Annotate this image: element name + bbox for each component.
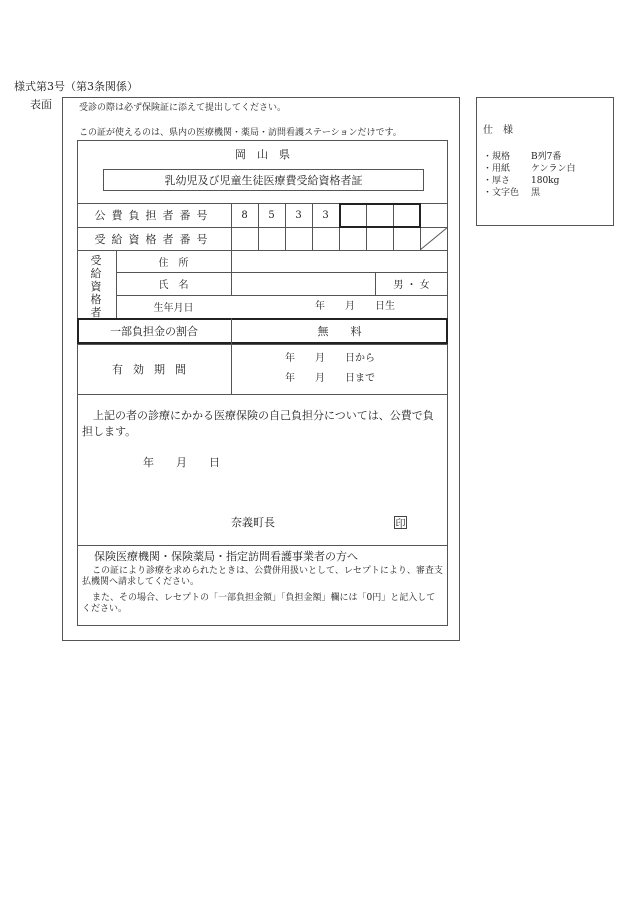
footer-title: 保険医療機関・保険薬局・指定訪問看護事業者の方へ xyxy=(94,550,358,563)
copay-label: 一部負担金の割合 xyxy=(110,325,198,338)
seal-mark: 印 xyxy=(394,516,407,529)
diagonal-slash xyxy=(420,227,448,250)
payer-digit: 3 xyxy=(295,209,302,221)
validity-to: 年 月 日まで xyxy=(285,373,375,384)
spec-item: ・規格 B列7番 xyxy=(483,152,562,162)
recipient-number-label: 受給資格者番号 xyxy=(94,232,214,246)
name-label: 氏 名 xyxy=(158,280,189,291)
copay-value: 無 料 xyxy=(317,325,362,338)
validity-label: 有効期間 xyxy=(112,363,196,376)
side-label: 表面 xyxy=(30,98,52,111)
payer-digit: 8 xyxy=(241,209,248,221)
card-title: 乳幼児及び児童生徒医療費受給資格者証 xyxy=(164,174,363,187)
payer-check-box xyxy=(339,203,421,228)
address-label: 住 所 xyxy=(158,257,189,269)
date-line: 年 月 日 xyxy=(143,456,220,469)
recipient-vertical-label: 受給資格者 xyxy=(90,254,102,319)
birth-label: 生年月日 xyxy=(153,303,194,314)
gender-field: 男 ・ 女 xyxy=(393,280,430,291)
footer-para-1: この証により診療を求められたときは、公費併用扱いとして、レセプトにより、審査支払機関へ請求してください。 xyxy=(82,566,443,587)
payer-number-label: 公費負担者番号 xyxy=(94,209,214,222)
statement: 上記の者の診療にかかる医療保険の自己負担分については、公費で負担します。 xyxy=(82,409,434,438)
spec-item: ・厚さ 180kg xyxy=(483,176,560,186)
spec-title: 仕 様 xyxy=(483,125,513,136)
notice-1: 受診の際は必ず保険証に添えて提出してください。 xyxy=(79,103,287,113)
notice-2: この証が使えるのは、県内の医療機関・薬局・訪問看護ステーションだけです。 xyxy=(79,128,402,138)
birth-value: 年 月 日生 xyxy=(315,301,395,312)
prefecture: 岡 山 県 xyxy=(235,148,290,161)
payer-digit: 3 xyxy=(322,209,329,221)
payer-digit: 5 xyxy=(268,209,275,221)
issuer: 奈義町長 xyxy=(231,516,275,529)
footer-para-2: また、その場合、レセプトの「一部負担金額」「負担金額」欄には「0円」と記入してください。 xyxy=(82,593,436,614)
spec-list xyxy=(483,151,576,199)
spec-item: ・文字色 黒 xyxy=(483,188,541,198)
validity-from: 年 月 日から xyxy=(285,353,375,364)
spec-item: ・用紙 ケンラン白 xyxy=(483,164,576,174)
form-label: 様式第3号（第3条関係） xyxy=(14,80,138,93)
